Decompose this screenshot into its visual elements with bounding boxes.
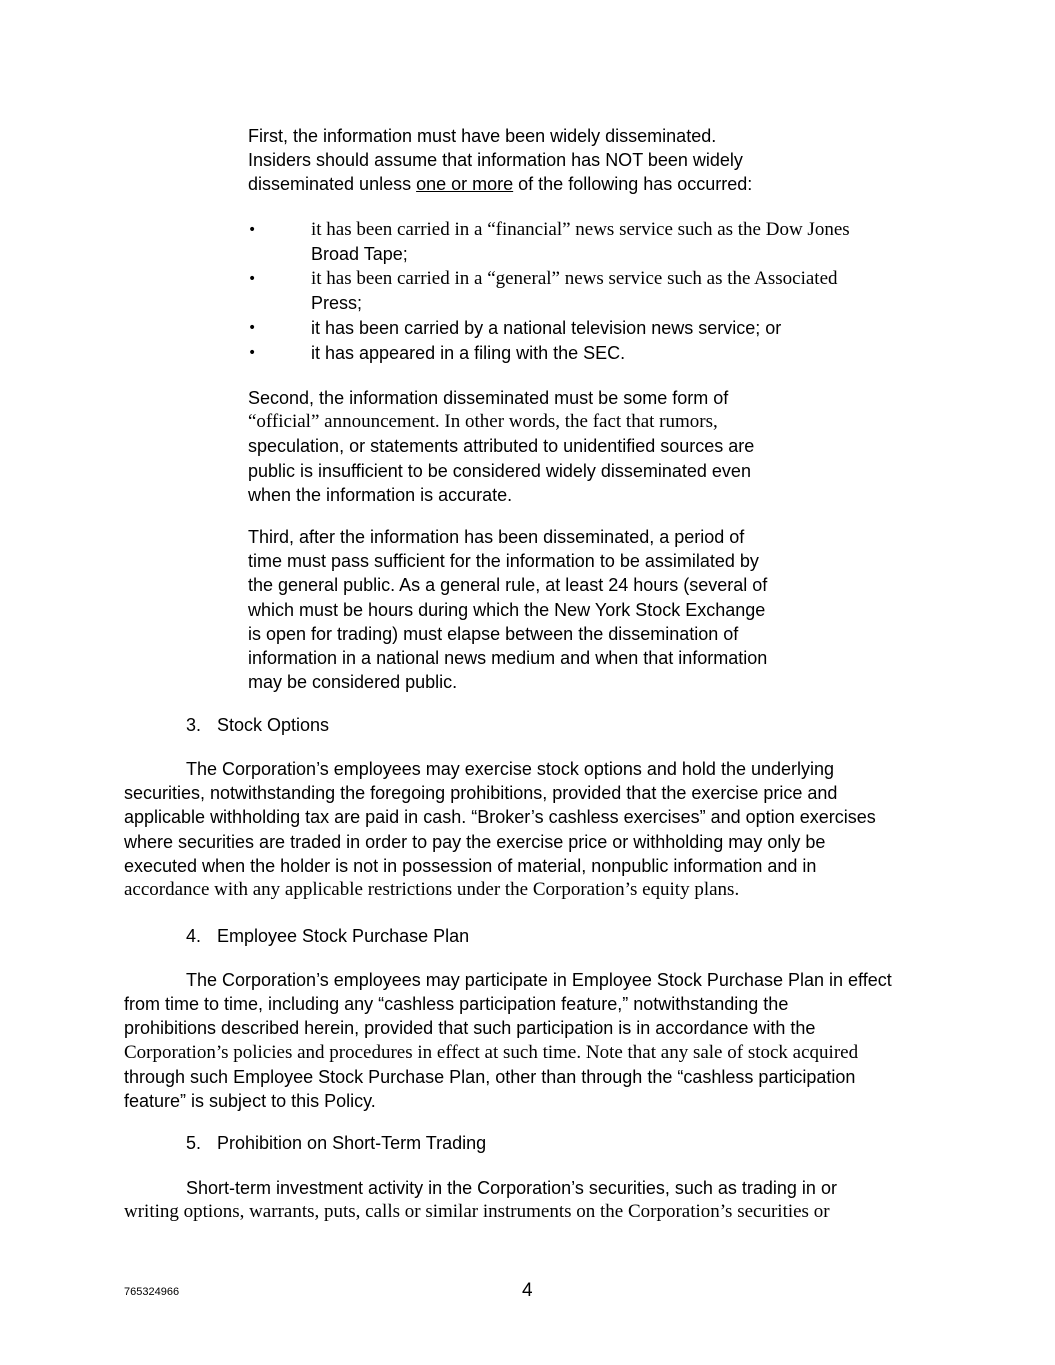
second-line-5: when the information is accurate.	[248, 484, 513, 505]
section-4-title: Employee Stock Purchase Plan	[217, 926, 470, 946]
one-or-more-underlined: one or more	[416, 174, 514, 195]
section-3-line-6: accordance with any applicable restrictions under the Corporation’s equity plans.	[124, 879, 740, 901]
second-line-1: Second, the information disseminated must be some form of	[248, 388, 729, 408]
bullet-1-line-1: it has been carried in a “financial” news service such as the Dow Jones	[311, 219, 850, 240]
section-4-number: 4.	[186, 926, 202, 946]
third-line-2: time must pass sufficient for the information to be assimilated by	[248, 551, 759, 572]
section-4-line-4: Corporation’s policies and procedures in effect at such time. Note that any sale of stock acquired	[124, 1041, 859, 1063]
section-5-line-2: writing options, warrants, puts, calls or similar instruments on the Corporation’s securities or	[124, 1201, 830, 1223]
intro-line-1: First, the information must have been widely disseminated.	[248, 126, 717, 146]
section-3-line-1: The Corporation’s employees may exercise stock options and hold the underlying	[186, 759, 835, 779]
bullet-item	[248, 267, 928, 317]
third-line-7: may be considered public.	[248, 672, 458, 693]
bullet-2-line-1: it has been carried in a “general” news service such as the Associated	[311, 268, 838, 289]
section-4-line-6: feature” is subject to this Policy.	[124, 1091, 376, 1112]
section-4-line-2: from time to time, including any “cashless participation feature,” notwithstanding the	[124, 994, 789, 1015]
second-line-2: “official” announcement. In other words, the fact that rumors,	[248, 411, 718, 433]
second-paragraph	[248, 386, 828, 507]
document-id: 765324966	[124, 1286, 180, 1298]
bullet-4-line-1: it has appeared in a filing with the SEC.	[311, 343, 626, 363]
third-line-5: is open for trading) must elapse between the dissemination of	[248, 623, 739, 644]
third-line-1: Third, after the information has been disseminated, a period of	[248, 527, 745, 547]
second-line-4: public is insufficient to be considered widely disseminated even	[248, 460, 751, 481]
intro-paragraph	[248, 124, 828, 197]
intro-line-2: Insiders should assume that information has NOT been widely	[248, 150, 743, 171]
second-line-3: speculation, or statements attributed to unidentified sources are	[248, 436, 755, 457]
bullet-item	[248, 316, 928, 342]
section-3-paragraph	[124, 757, 936, 902]
page-number: 4	[522, 1280, 533, 1301]
section-4-line-3: prohibitions described herein, provided that such participation is in accordance with the	[124, 1018, 816, 1039]
section-3-number: 3.	[186, 715, 202, 735]
third-line-4: which must be hours during which the New York Stock Exchange	[248, 599, 766, 620]
third-paragraph	[248, 525, 848, 694]
bullet-icon: •	[248, 345, 257, 361]
section-5-heading	[186, 1131, 486, 1155]
section-3-title: Stock Options	[217, 715, 330, 735]
section-3-line-5: executed when the holder is not in possession of material, nonpublic information and in	[124, 855, 817, 876]
section-3-line-2: securities, notwithstanding the foregoing prohibitions, provided that the exercise price and	[124, 783, 838, 804]
section-5-title: Prohibition on Short-Term Trading	[217, 1133, 487, 1153]
third-line-6: information in a national news medium and when that information	[248, 648, 768, 669]
section-5-number: 5.	[186, 1133, 202, 1153]
section-4-paragraph	[124, 968, 936, 1113]
bullet-2-line-2: Press;	[311, 293, 363, 314]
section-4-line-5: through such Employee Stock Purchase Plan, other than through the “cashless participation	[124, 1066, 856, 1087]
bullet-icon: •	[248, 271, 257, 287]
bullet-icon: •	[248, 222, 257, 238]
section-3-line-3: applicable withholding tax are paid in cash. “Broker’s cashless exercises” and option exercises	[124, 807, 876, 828]
section-3-line-4: where securities are traded in order to pay the exercise price or withholding may only be	[124, 831, 826, 852]
section-4-heading	[186, 924, 469, 948]
section-5-paragraph	[124, 1176, 936, 1224]
section-5-line-1: Short-term investment activity in the Corporation’s securities, such as trading in or	[186, 1178, 837, 1198]
intro-line-3	[248, 172, 828, 196]
intro-line-3-post: of the following has occurred:	[513, 174, 753, 195]
bullet-item	[248, 341, 928, 367]
bullet-1-line-2: Broad Tape;	[311, 244, 408, 265]
bullet-item	[248, 218, 928, 268]
section-4-line-1: The Corporation’s employees may participate in Employee Stock Purchase Plan in effect	[186, 970, 892, 990]
bullet-icon: •	[248, 320, 257, 336]
intro-line-3-pre: disseminated unless	[248, 174, 417, 195]
third-line-3: the general public. As a general rule, at least 24 hours (several of	[248, 575, 768, 596]
bullet-3-line-1: it has been carried by a national television news service; or	[311, 318, 782, 338]
section-3-heading	[186, 713, 329, 737]
